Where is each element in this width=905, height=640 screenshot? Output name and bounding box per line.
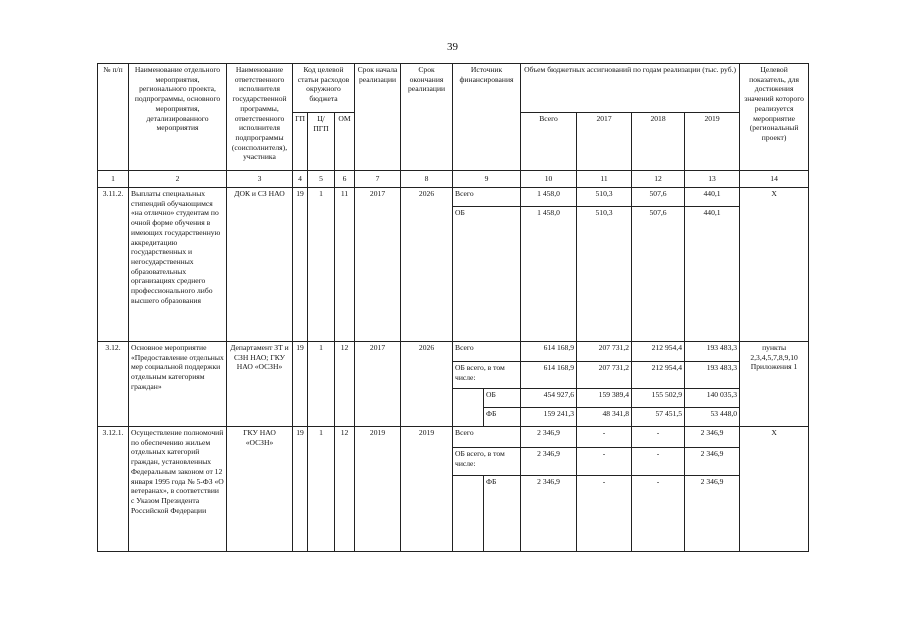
row-end: 2026 — [401, 342, 453, 427]
column-number: 9 — [453, 171, 521, 188]
funding-2018: - — [632, 476, 685, 552]
funding-2017: - — [577, 448, 632, 476]
row-target: пункты 2,3,4,5,7,8,9,10 Приложения 1 — [740, 342, 809, 427]
row-name: Основное мероприятие «Предоставление отдельных мер социальной поддержки отдельным категориям граждан» — [129, 342, 227, 427]
funding-2018: - — [632, 448, 685, 476]
funding-2018: 155 502,9 — [632, 389, 685, 408]
header-2018: 2018 — [632, 113, 685, 171]
funding-total: 159 241,3 — [521, 408, 577, 427]
funding-2017: 48 341,8 — [577, 408, 632, 427]
funding-total: 2 346,9 — [521, 427, 577, 448]
funding-total: 614 168,9 — [521, 362, 577, 389]
row-om: 12 — [335, 427, 355, 552]
header-target: Целевой показатель, для достижения значений которого реализуется мероприятие (региональный проект) — [740, 64, 809, 171]
row-target: Х — [740, 188, 809, 342]
funding-2018: 507,6 — [632, 207, 685, 342]
funding-total: 454 927,6 — [521, 389, 577, 408]
row-end: 2019 — [401, 427, 453, 552]
funding-2019: 440,1 — [685, 207, 740, 342]
column-number: 12 — [632, 171, 685, 188]
header-total: Всего — [521, 113, 577, 171]
header-2019: 2019 — [685, 113, 740, 171]
funding-source: Всего — [453, 342, 521, 362]
funding-source: Всего — [453, 427, 521, 448]
funding-2018: 212 954,4 — [632, 362, 685, 389]
table-row — [98, 342, 809, 362]
row-name: Осуществление полномочий по обеспечению жильем отдельных категорий граждан, установленных Федеральным законом от 12 января 1995 года № 5-ФЗ «О ветеранах», в соответствии с Указом Президента Российской Федерации — [129, 427, 227, 552]
header-cpgp: Ц/ПГП — [308, 113, 335, 171]
row-om: 11 — [335, 188, 355, 342]
funding-indent — [453, 476, 484, 552]
funding-2019: 2 346,9 — [685, 476, 740, 552]
funding-2017: 510,3 — [577, 188, 632, 207]
funding-source: ФБ — [484, 408, 521, 427]
budget-table — [97, 63, 809, 552]
funding-2019: 193 483,3 — [685, 362, 740, 389]
funding-2017: 207 731,2 — [577, 362, 632, 389]
column-number: 4 — [293, 171, 308, 188]
column-number-row — [98, 171, 809, 188]
row-executor: ГКУ НАО «ОСЗН» — [227, 427, 293, 552]
row-name: Выплаты специальных стипендий обучающимся «на отлично» студентам по очной форме обучения в имеющих государственную аккредитацию государственных и негосударственных образовательных организациях среднего профессионального либо высшего образования — [129, 188, 227, 342]
column-number: 7 — [355, 171, 401, 188]
row-gp: 19 — [293, 342, 308, 427]
funding-source: ОБ всего, в том числе: — [453, 362, 521, 389]
column-number: 14 — [740, 171, 809, 188]
funding-2019: 193 483,3 — [685, 342, 740, 362]
header-executor: Наименование ответственного исполнителя государственной программы, ответственного исполнителя подпрограммы (соисполнителя), участника — [227, 64, 293, 171]
row-num: 3.11.2. — [98, 188, 129, 342]
row-start: 2019 — [355, 427, 401, 552]
column-number: 6 — [335, 171, 355, 188]
funding-2019: 2 346,9 — [685, 427, 740, 448]
funding-total: 2 346,9 — [521, 448, 577, 476]
row-cpgp: 1 — [308, 427, 335, 552]
column-number: 10 — [521, 171, 577, 188]
funding-2019: 53 448,0 — [685, 408, 740, 427]
row-gp: 19 — [293, 188, 308, 342]
row-end: 2026 — [401, 188, 453, 342]
funding-2018: - — [632, 427, 685, 448]
funding-2018: 507,6 — [632, 188, 685, 207]
row-target: Х — [740, 427, 809, 552]
page-number: 39 — [447, 41, 458, 53]
row-executor: Департамент ЗТ и СЗН НАО; ГКУ НАО «ОСЗН» — [227, 342, 293, 427]
funding-2017: - — [577, 476, 632, 552]
row-start: 2017 — [355, 188, 401, 342]
funding-total: 614 168,9 — [521, 342, 577, 362]
row-cpgp: 1 — [308, 188, 335, 342]
funding-2018: 57 451,5 — [632, 408, 685, 427]
column-number: 3 — [227, 171, 293, 188]
funding-total: 1 458,0 — [521, 188, 577, 207]
row-om: 12 — [335, 342, 355, 427]
row-num: 3.12. — [98, 342, 129, 427]
funding-total: 2 346,9 — [521, 476, 577, 552]
table-row — [98, 188, 809, 207]
header-end: Срок окончания реализации — [401, 64, 453, 171]
funding-2017: 159 389,4 — [577, 389, 632, 408]
column-number: 5 — [308, 171, 335, 188]
column-number: 2 — [129, 171, 227, 188]
column-number: 13 — [685, 171, 740, 188]
funding-2019: 2 346,9 — [685, 448, 740, 476]
column-number: 1 — [98, 171, 129, 188]
header-om: ОМ — [335, 113, 355, 171]
header-2017: 2017 — [577, 113, 632, 171]
funding-2018: 212 954,4 — [632, 342, 685, 362]
row-num: 3.12.1. — [98, 427, 129, 552]
header-gp: ГП — [293, 113, 308, 171]
funding-2019: 440,1 — [685, 188, 740, 207]
funding-source: ОБ — [453, 207, 521, 342]
header-source: Источник финансирования — [453, 64, 521, 171]
table-row — [98, 427, 809, 448]
header-num: № п/п — [98, 64, 129, 171]
funding-source: ФБ — [484, 476, 521, 552]
column-number: 8 — [401, 171, 453, 188]
row-cpgp: 1 — [308, 342, 335, 427]
row-gp: 19 — [293, 427, 308, 552]
row-executor: ДОК и СЗ НАО — [227, 188, 293, 342]
funding-total: 1 458,0 — [521, 207, 577, 342]
header-row — [98, 64, 809, 113]
header-budget: Объем бюджетных ассигнований по годам реализации (тыс. руб.) — [521, 64, 740, 113]
row-start: 2017 — [355, 342, 401, 427]
column-number: 11 — [577, 171, 632, 188]
funding-indent — [453, 389, 484, 427]
header-start: Срок начала реализации — [355, 64, 401, 171]
funding-source: ОБ — [484, 389, 521, 408]
funding-2017: 207 731,2 — [577, 342, 632, 362]
funding-source: Всего — [453, 188, 521, 207]
funding-source: ОБ всего, в том числе: — [453, 448, 521, 476]
funding-2017: 510,3 — [577, 207, 632, 342]
funding-2019: 140 035,3 — [685, 389, 740, 408]
header-name: Наименование отдельного мероприятия, регионального проекта, подпрограммы, основного мероприятия, детализированного мероприятия — [129, 64, 227, 171]
funding-2017: - — [577, 427, 632, 448]
header-code: Код целевой статьи расходов окружного бюджета — [293, 64, 355, 113]
